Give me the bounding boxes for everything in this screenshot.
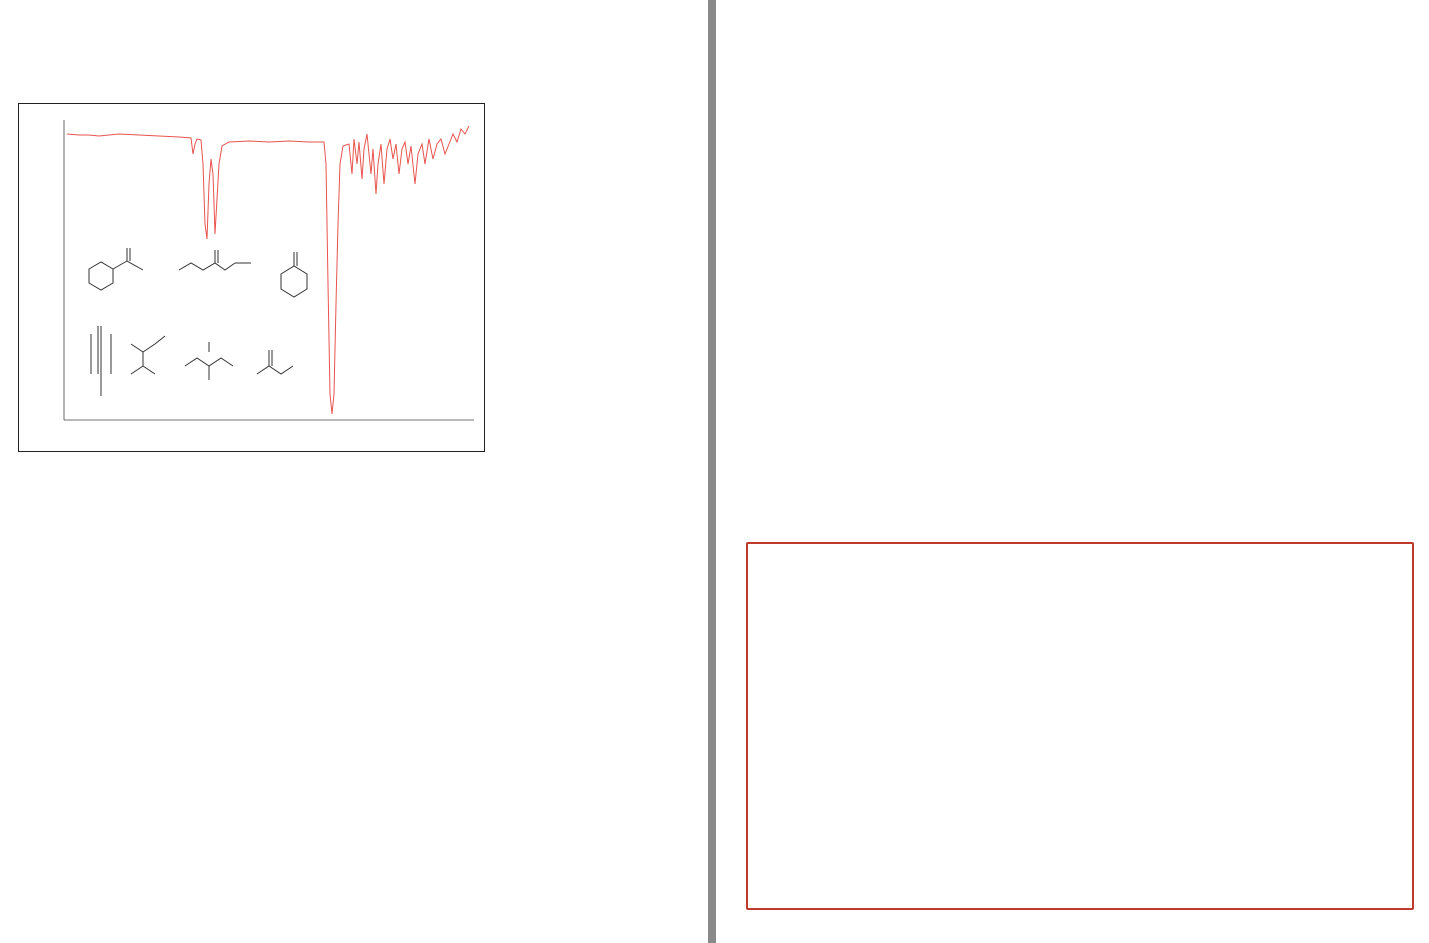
question-b-box bbox=[746, 542, 1414, 910]
spectrum-line bbox=[67, 126, 469, 414]
right-panel bbox=[716, 0, 1429, 943]
molecule-b bbox=[179, 250, 251, 270]
left-panel bbox=[0, 0, 705, 943]
molecule-a bbox=[89, 248, 143, 290]
molecule-g bbox=[257, 350, 293, 374]
molecule-d bbox=[91, 326, 111, 396]
molecule-c bbox=[281, 252, 307, 297]
ir-spectrum-figure bbox=[18, 103, 485, 452]
molecule-f bbox=[185, 342, 233, 380]
panel-divider[interactable] bbox=[708, 0, 716, 943]
molecule-e bbox=[131, 336, 165, 374]
ir-spectrum-svg bbox=[19, 104, 484, 451]
